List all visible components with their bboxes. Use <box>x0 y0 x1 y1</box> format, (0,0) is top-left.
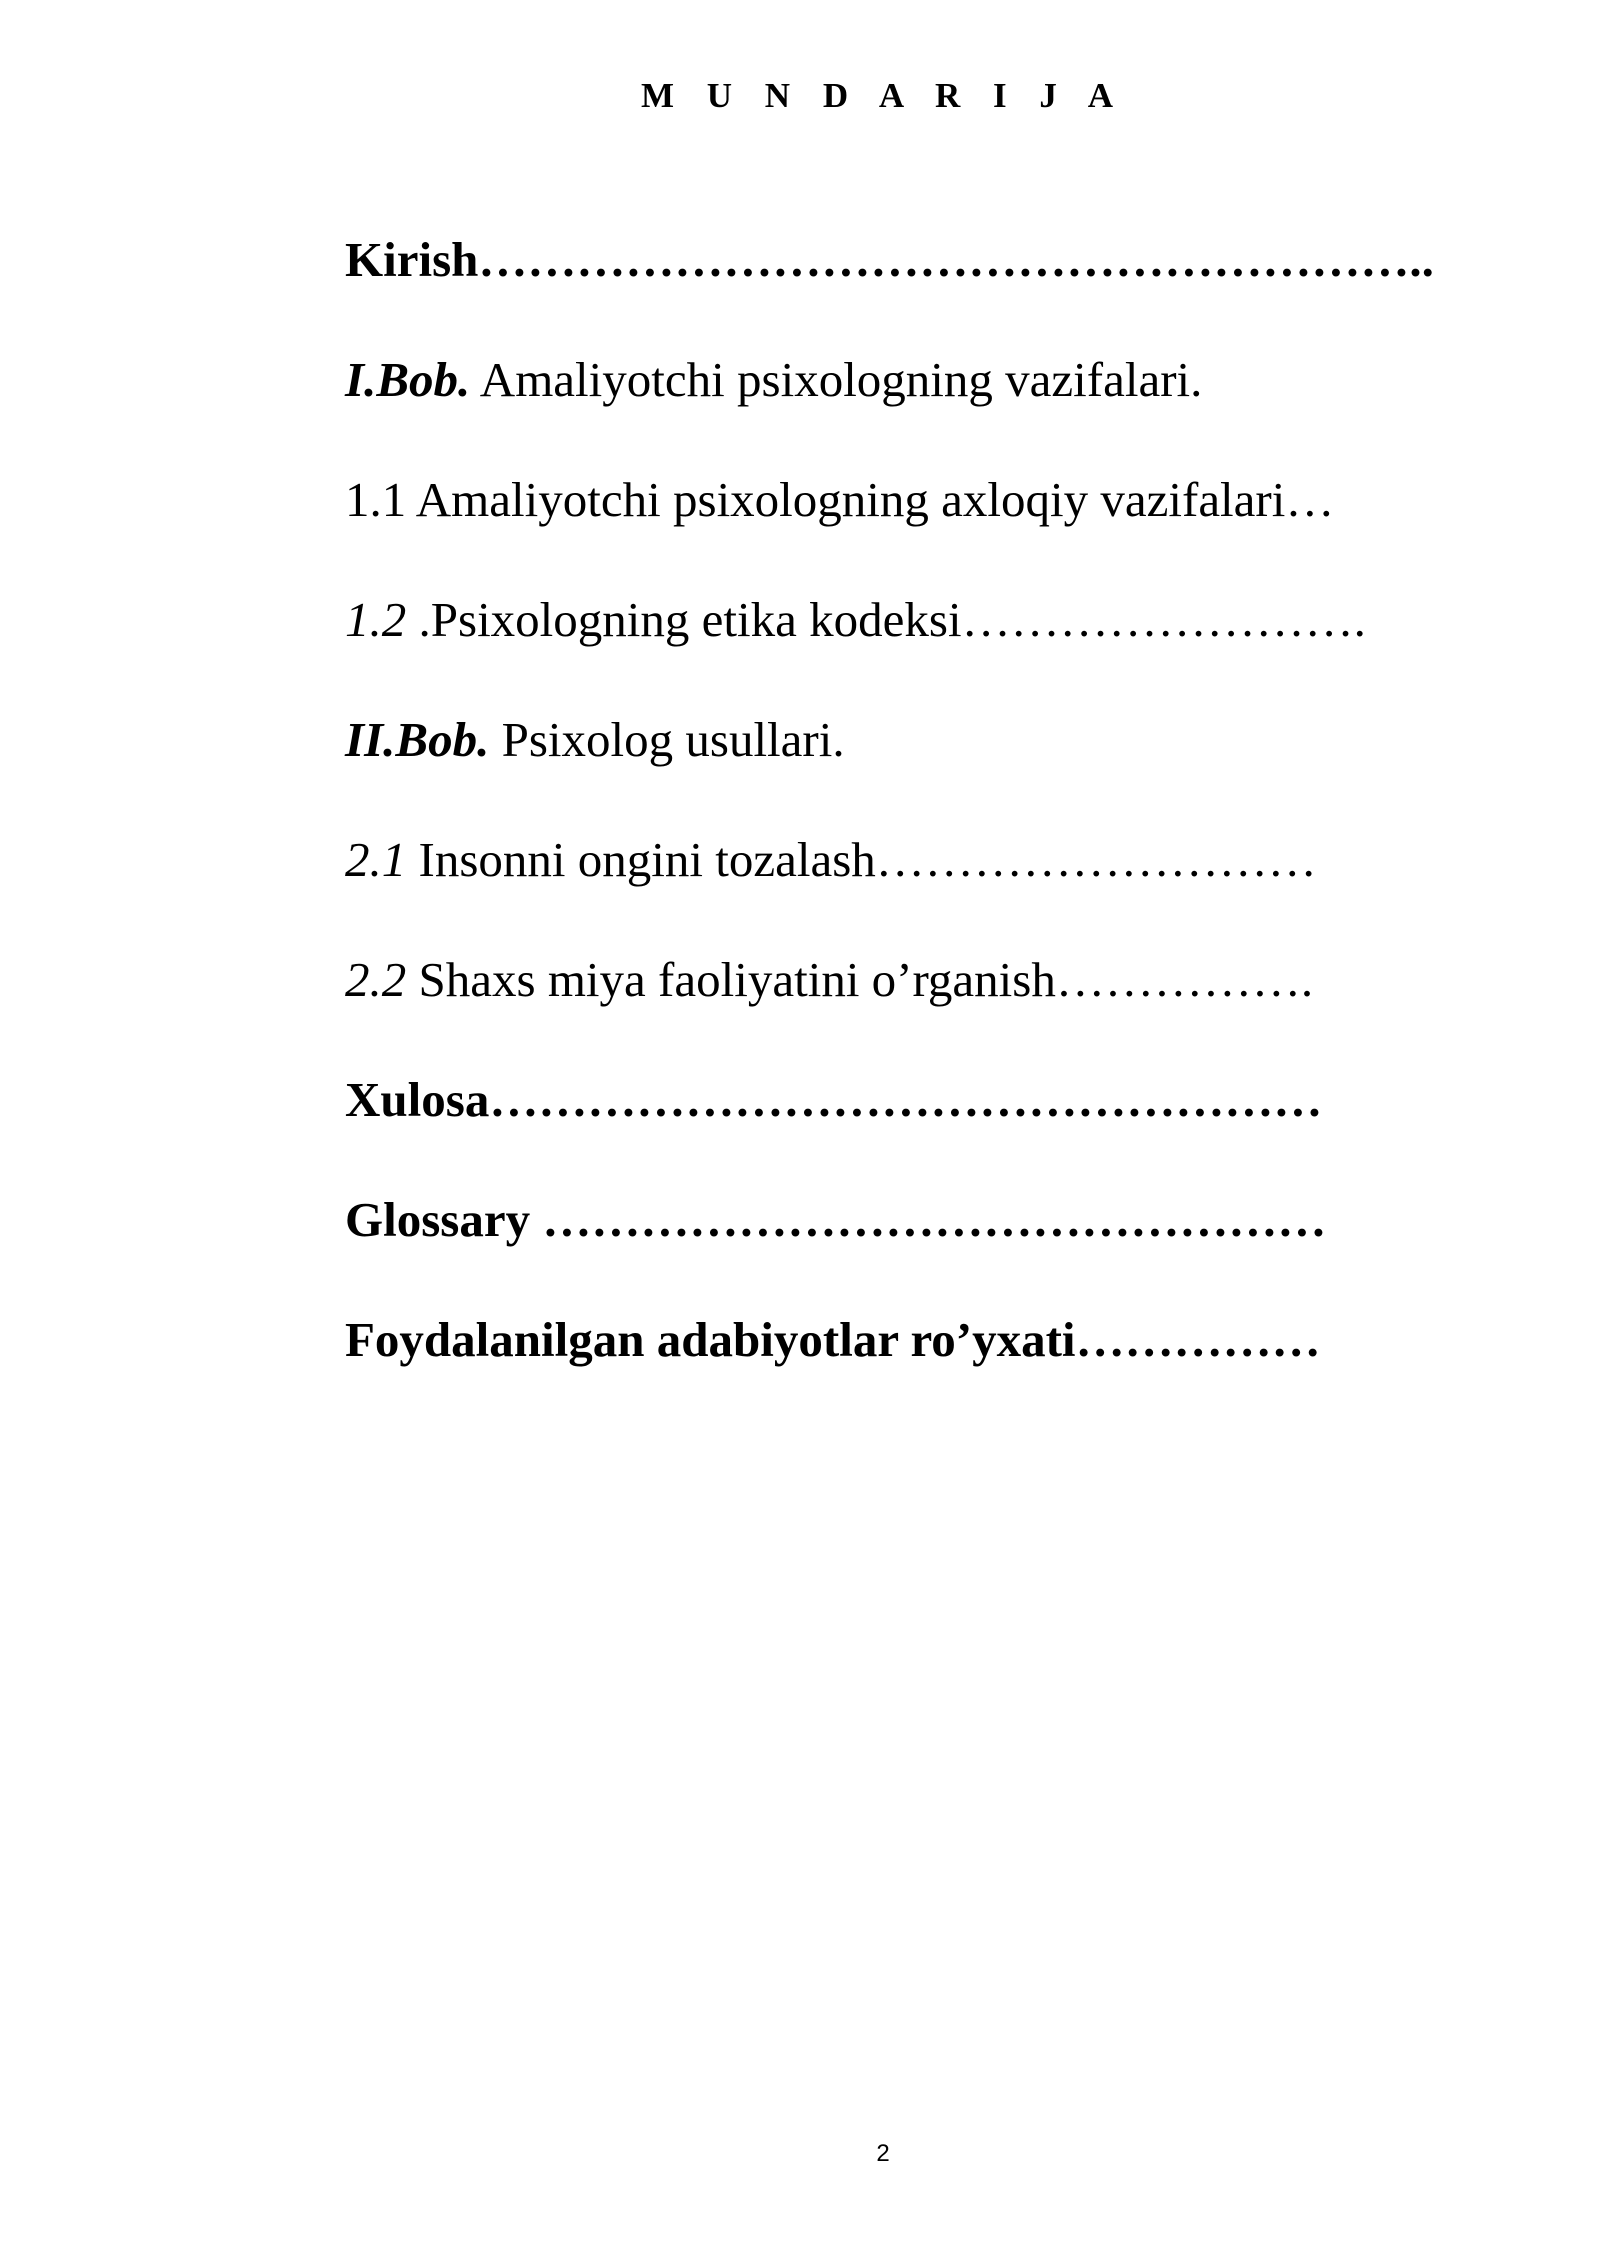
toc-entry-number: 1.2 <box>345 592 407 647</box>
toc-leader: ………………………………………… <box>542 1192 1327 1247</box>
toc-entry-section-1-2 <box>345 582 1545 702</box>
toc-entry-title: Foydalanilgan adabiyotlar ro’yxati <box>345 1312 1076 1367</box>
toc-entry-title: Amaliyotchi psixologning vazifalari. <box>470 352 1203 407</box>
toc-entry-number: I.Bob. <box>345 352 471 407</box>
toc-entry-number: II.Bob. <box>345 712 490 767</box>
toc-entry-section-2-2 <box>345 942 1545 1062</box>
toc-leader: …………………………………………… <box>489 1072 1323 1127</box>
toc-entry-number: 2.2 <box>345 952 407 1007</box>
page-number: 2 <box>876 2140 890 2167</box>
toc-entry-section-1-1 <box>345 462 1545 582</box>
toc-entry-xulosa <box>345 1062 1545 1182</box>
table-of-contents <box>345 222 1545 1422</box>
page-title: M U N D A R I J A <box>640 76 1126 115</box>
toc-entry-title: Insonni ongini tozalash……………………… <box>406 832 1317 887</box>
toc-entry-kirish <box>345 222 1545 342</box>
toc-leader: …………… <box>1075 1312 1321 1367</box>
toc-entry-title: Psixolog usullari. <box>489 712 845 767</box>
toc-entry-number: 1.1 <box>345 472 407 527</box>
toc-entry-section-2-1 <box>345 822 1545 942</box>
toc-entry-chapter-1 <box>345 342 1545 462</box>
toc-entry-title: .Psixologning etika kodeksi……………………. <box>406 592 1366 647</box>
toc-entry-references <box>345 1302 1545 1422</box>
toc-entry-title: Kirish <box>345 232 479 287</box>
toc-entry-title: Amaliyotchi psixologning axloqiy vazifalari… <box>406 472 1335 527</box>
toc-leader: ………………………………………………….. <box>478 232 1434 287</box>
toc-entry-chapter-2 <box>345 702 1545 822</box>
toc-entry-glossary <box>345 1182 1545 1302</box>
toc-entry-title: Glossary <box>345 1192 543 1247</box>
toc-entry-number: 2.1 <box>345 832 407 887</box>
toc-entry-title: Shaxs miya faoliyatini o’rganish……………. <box>406 952 1314 1007</box>
toc-entry-title: Xulosa <box>345 1072 490 1127</box>
